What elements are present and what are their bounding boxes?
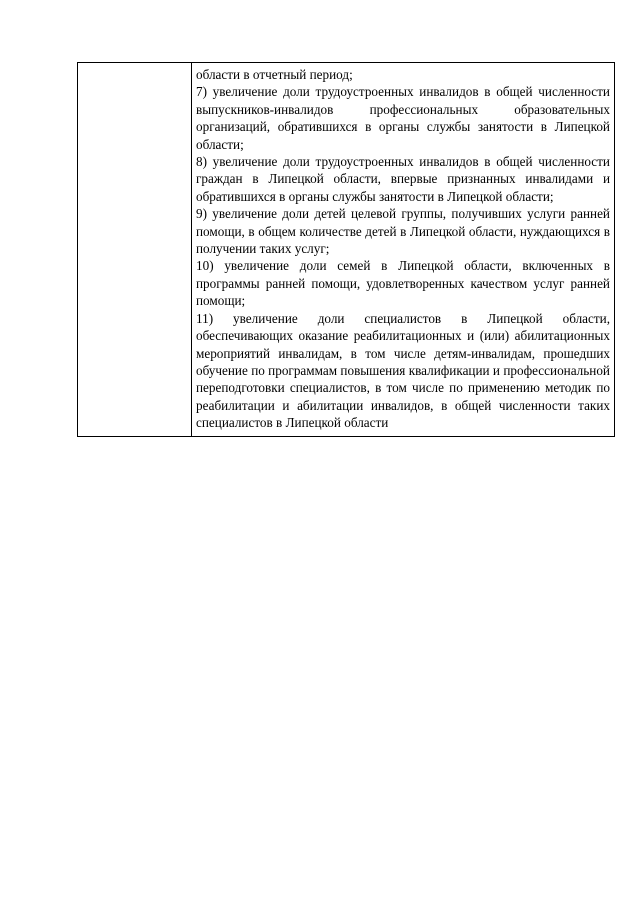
paragraph-item-10: 10) увеличение доли семей в Липецкой области, включенных в программы ранней помощи, удовлетворенных качеством услуг ранней помощи; xyxy=(196,258,610,309)
document-table xyxy=(77,62,615,437)
right-cell-content xyxy=(192,63,614,436)
left-cell-text xyxy=(78,63,191,70)
paragraph-item-9: 9) увеличение доли детей целевой группы, получивших услуги ранней помощи, в общем количестве детей в Липецкой области, нуждающихся в получении таких услуг; xyxy=(196,206,610,257)
paragraph-item-7: 7) увеличение доли трудоустроенных инвалидов в общей численности выпускников-инвалидов профессиональных образовательных организаций, обратившихся в органы службы занятости в Липецкой области; xyxy=(196,84,610,152)
paragraph-item-8: 8) увеличение доли трудоустроенных инвалидов в общей численности граждан в Липецкой области, впервые признанных инвалидами и обратившихся в органы службы занятости в Липецкой области; xyxy=(196,154,610,204)
left-cell xyxy=(78,63,192,437)
paragraph-item-11: 11) увеличение доли специалистов в Липецкой области, обеспечивающих оказание реабилитационных и (или) абилитационных мероприятий инвалидам, в том числе детям-инвалидам, прошедших обучение по программам повышения квалификации и профессиональной переподготовки специалистов, в том числе по применению методик по реабилитации и абилитации инвалидов, в общей численности таких специалистов в Липецкой области xyxy=(196,310,610,431)
right-cell xyxy=(192,63,615,437)
paragraph-continuation: области в отчетный период; xyxy=(196,67,353,82)
table-row xyxy=(78,63,615,437)
